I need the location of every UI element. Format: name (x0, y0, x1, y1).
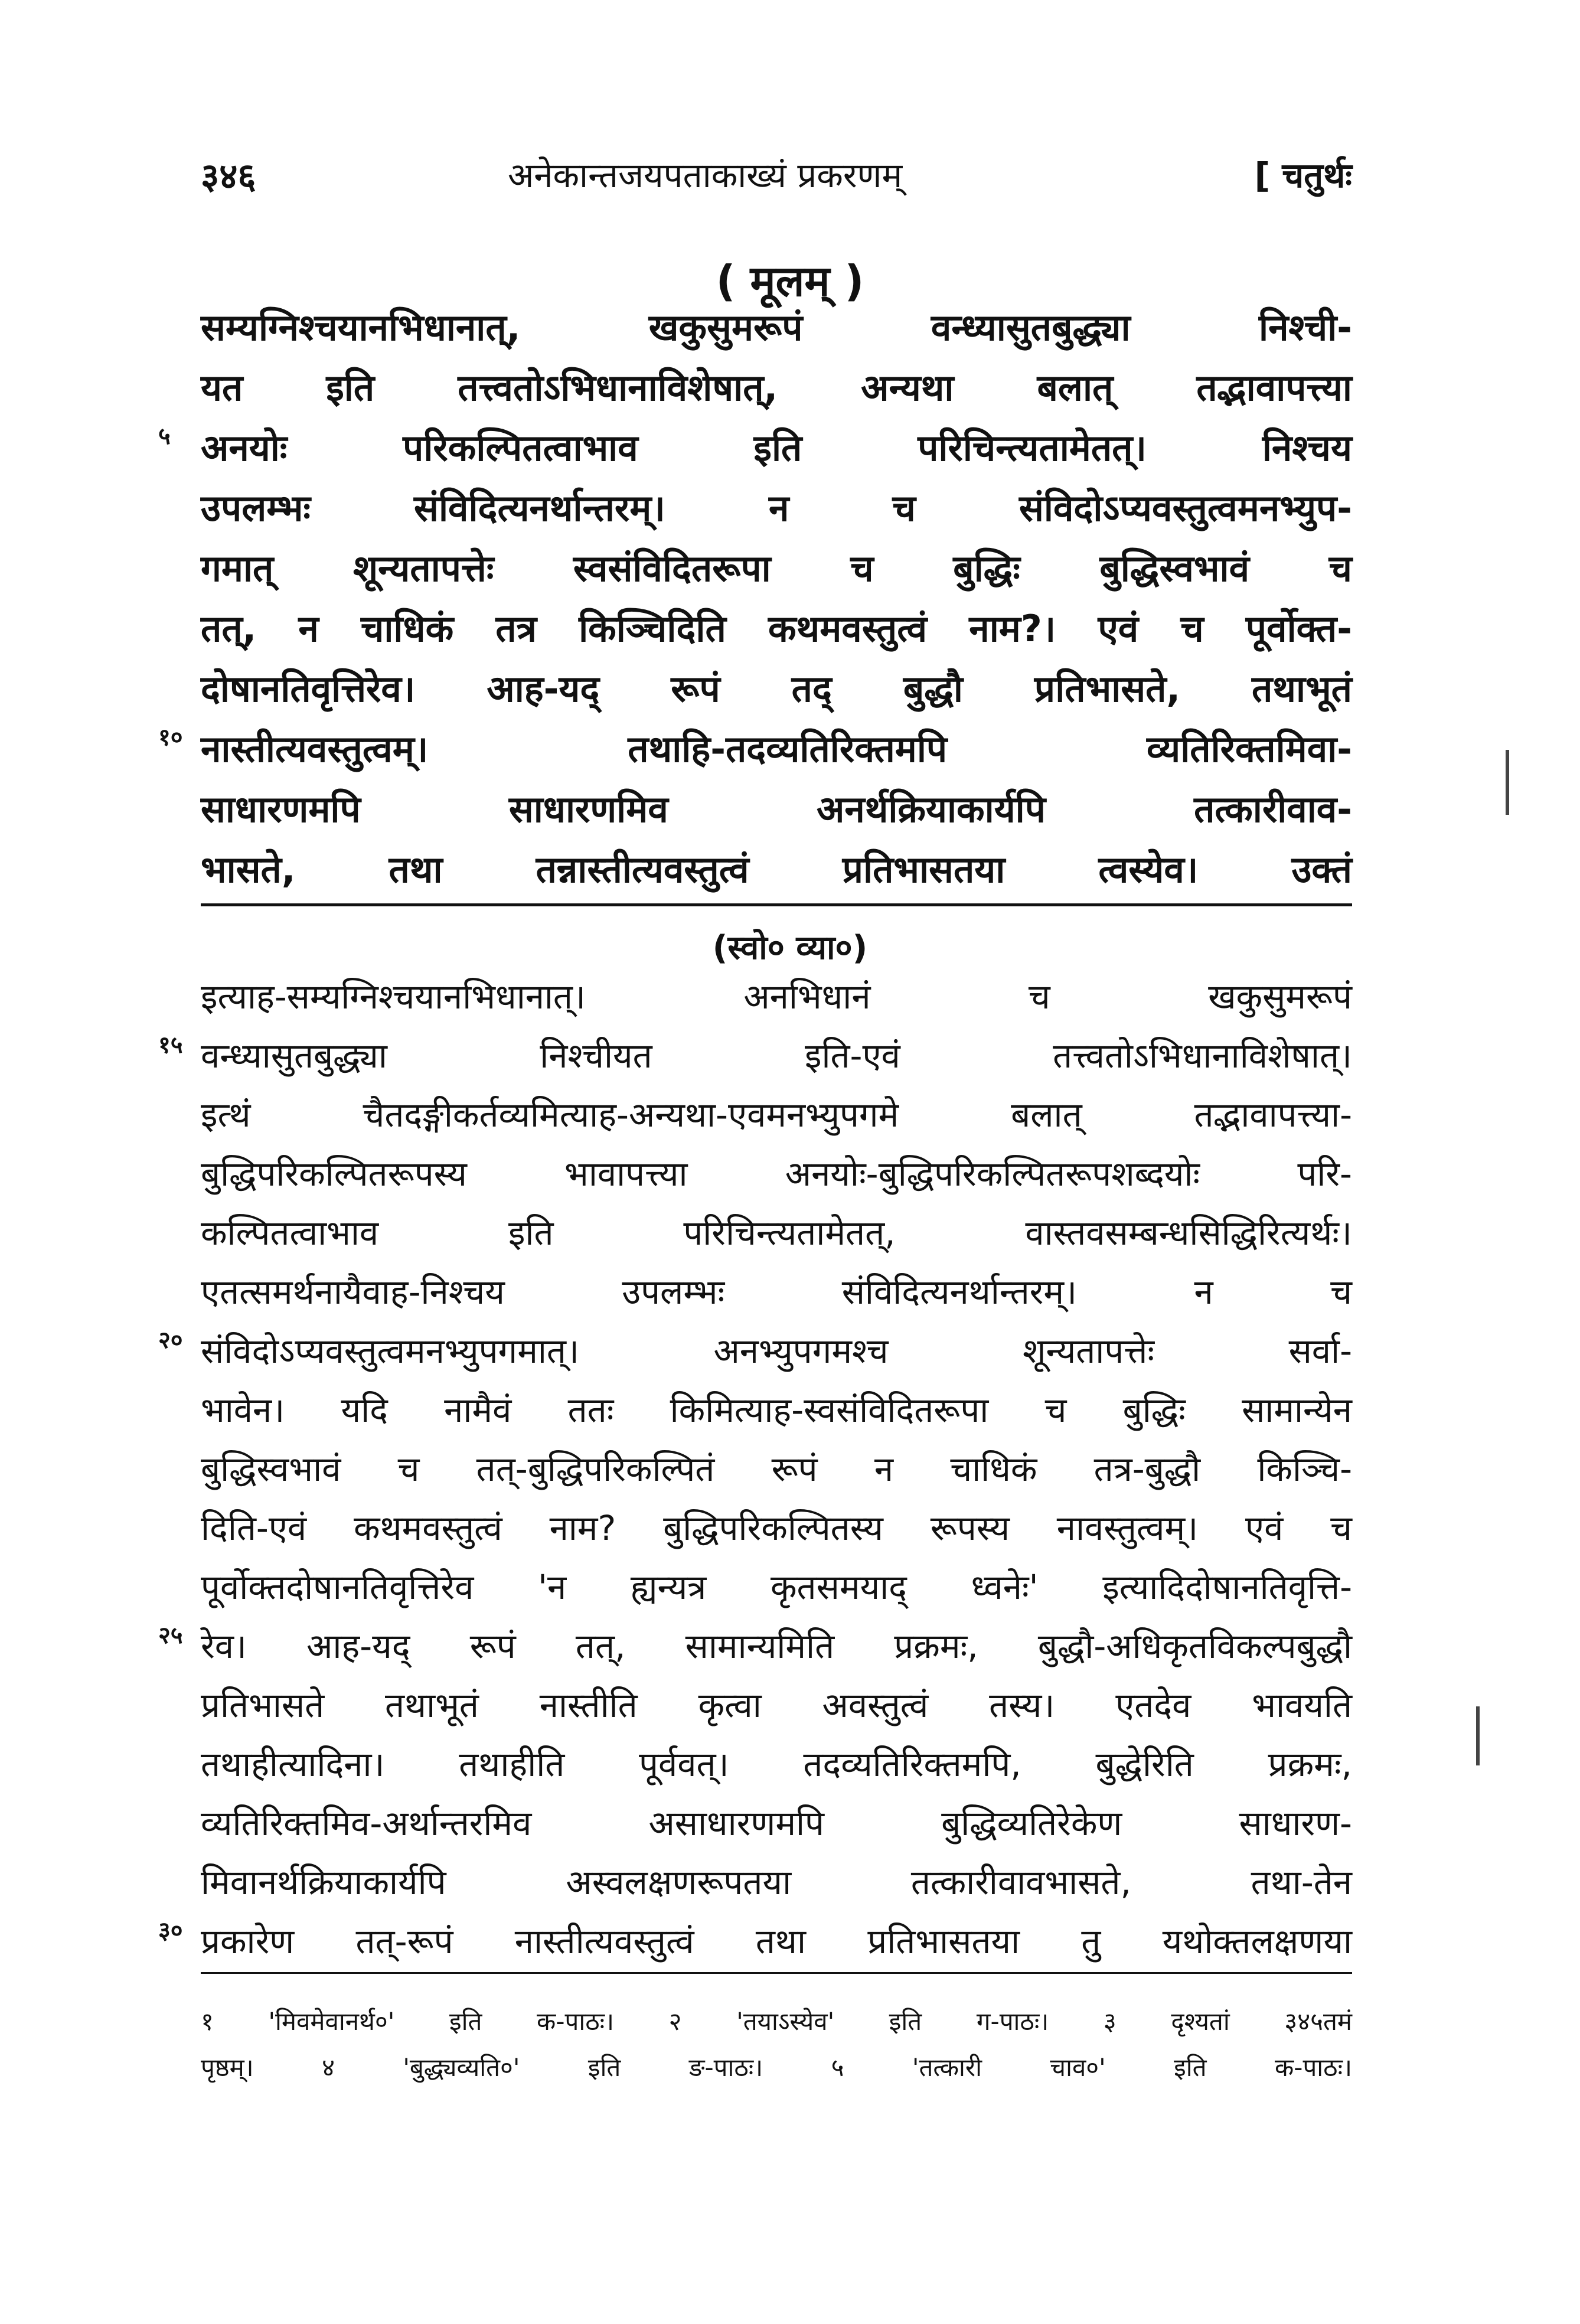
running-title: अनेकान्तजयपताकाख्यं प्रकरणम् (508, 155, 903, 195)
line-number: १५ (158, 1032, 183, 1059)
text-line: भासते, तथा तन्नास्तीत्यवस्तुत्वं प्रतिभासतया त्वस्येव। उक्तं (201, 848, 1352, 891)
mula-line (158, 419, 1352, 479)
text-line: प्रतिभासते तथाभूतं नास्तीति कृत्वा अवस्तुत्वं तस्य। एतदेव भावयति (201, 1685, 1352, 1725)
mula-line (201, 479, 1352, 539)
mula-line (201, 840, 1352, 900)
mula-line (201, 780, 1352, 840)
text-line: साधारणमपि साधारणमिव अनर्थक्रियाकार्यपि तत्कारीवाव- (201, 788, 1352, 831)
commentary-text-block (158, 968, 1352, 1972)
commentary-line (201, 1145, 1352, 1205)
line-number: ५ (158, 423, 171, 450)
text-line: प्रकारेण तत्-रूपं नास्तीत्यवस्तुत्वं तथा प्रतिभासतया तु यथोक्तलक्षणया (201, 1921, 1352, 1961)
commentary-line (201, 968, 1352, 1027)
text-line: मिवानर्थक्रियाकार्यपि अस्वलक्षणरूपतया तत्कारीवावभासते, तथा-तेन (201, 1862, 1352, 1902)
commentary-line (201, 1854, 1352, 1913)
commentary-line (158, 1618, 1352, 1677)
text-line: उपलम्भः संविदित्यनर्थान्तरम्। न च संविदोऽप्यवस्तुत्वमनभ्युप- (201, 487, 1352, 530)
commentary-line (158, 1913, 1352, 1972)
commentary-line (201, 1559, 1352, 1618)
mula-line (201, 599, 1352, 660)
commentary-line (201, 1795, 1352, 1854)
commentary-line (201, 1736, 1352, 1795)
mula-line (201, 539, 1352, 599)
text-line: दिति-एवं कथमवस्तुत्वं नाम? बुद्धिपरिकल्पितस्य रूपस्य नावस्तुत्वम्। एवं च (201, 1508, 1352, 1548)
footnote-line: १ 'मिवमेवानर्थ०' इति क-पाठः। २ 'तयाऽस्येव' इति ग-पाठः। ३ दृश्यतां ३४५तमं (201, 2007, 1352, 2036)
text-line: बुद्धिपरिकल्पितरूपस्य भावापत्त्या अनयोः-बुद्धिपरिकल्पितरूपशब्दयोः परि- (201, 1154, 1352, 1194)
line-number: १० (158, 724, 183, 751)
mula-line (201, 298, 1352, 358)
text-line: एतत्समर्थनायैवाह-निश्चय उपलम्भः संविदित्यनर्थान्तरम्। न च (201, 1272, 1352, 1312)
footnote-line: पृष्ठम्। ४ 'बुद्ध्यव्यति०' इति ङ-पाठः। ५ 'तत्कारी चाव०' इति क-पाठः। (201, 2053, 1352, 2082)
mula-line (201, 660, 1352, 720)
commentary-line (201, 1086, 1352, 1145)
footnotes (201, 1999, 1352, 2091)
scan-margin-mark (1476, 1706, 1480, 1765)
text-line: व्यतिरिक्तमिव-अर्थान्तरमिव असाधारणमपि बुद्धिव्यतिरेकेण साधारण- (201, 1803, 1352, 1843)
commentary-line (158, 1027, 1352, 1086)
chapter-label: [ चतुर्थः (1254, 155, 1352, 195)
text-line: वन्ध्यासुतबुद्ध्या निश्चीयत इति-एवं तत्त्वतोऽभिधानाविशेषात्। (201, 1036, 1352, 1076)
commentary-line (201, 1500, 1352, 1559)
text-line: नास्तीत्यवस्तुत्वम्। तथाहि-तदव्यतिरिक्तमपि व्यतिरिक्तमिवा- (201, 727, 1352, 771)
commentary-line (158, 1323, 1352, 1382)
commentary-line (201, 1677, 1352, 1736)
text-line: कल्पितत्वाभाव इति परिचिन्त्यतामेतत्, वास्तवसम्बन्धसिद्धिरित्यर्थः। (201, 1213, 1352, 1253)
text-line: सम्यग्निश्चयानभिधानात्, खकुसुमरूपं वन्ध्यासुतबुद्ध्या निश्ची- (201, 306, 1352, 349)
text-line: यत इति तत्त्वतोऽभिधानाविशेषात्, अन्यथा बलात् तद्भावापत्त्या (201, 366, 1352, 409)
text-line: भावेन। यदि नामैवं ततः किमित्याह-स्वसंविदितरूपा च बुद्धिः सामान्येन (201, 1390, 1352, 1430)
page-number: ३४६ (201, 156, 256, 197)
text-line: गमात् शून्यतापत्तेः स्वसंविदितरूपा च बुद्धिः बुद्धिस्वभावं च (201, 547, 1352, 590)
page-header (201, 151, 1352, 204)
text-line: अनयोः परिकल्पितत्वाभाव इति परिचिन्त्यतामेतत्। निश्चय (201, 426, 1352, 469)
line-number: ३० (158, 1917, 183, 1944)
mula-text-block (158, 298, 1352, 900)
scan-margin-mark (1506, 750, 1509, 815)
mula-heading: ( मूलम् ) (716, 256, 864, 306)
mula-line (158, 720, 1352, 780)
line-number: २० (158, 1327, 183, 1354)
commentary-line (201, 1264, 1352, 1323)
section-divider (201, 903, 1352, 906)
text-line: संविदोऽप्यवस्तुत्वमनभ्युपगमात्। अनभ्युपगमश्च शून्यतापत्तेः सर्वा- (201, 1331, 1352, 1371)
text-line: तत्, न चाधिकं तत्र किञ्चिदिति कथमवस्तुत्वं नाम?। एवं च पूर्वोक्त- (201, 607, 1352, 650)
line-number: २५ (158, 1622, 183, 1649)
text-line: इत्याह-सम्यग्निश्चयानभिधानात्। अनभिधानं च खकुसुमरूपं (201, 977, 1352, 1017)
mula-line (201, 358, 1352, 419)
text-line: बुद्धिस्वभावं च तत्-बुद्धिपरिकल्पितं रूपं न चाधिकं तत्र-बुद्धौ किञ्चि- (201, 1449, 1352, 1489)
text-line: दोषानतिवृत्तिरेव। आह-यद् रूपं तद् बुद्धौ प्रतिभासते, तथाभूतं (201, 667, 1352, 710)
commentary-line (201, 1382, 1352, 1441)
text-line: इत्थं चैतदङ्गीकर्तव्यमित्याह-अन्यथा-एवमनभ्युपगमे बलात् तद्भावापत्त्या- (201, 1095, 1352, 1135)
commentary-heading: (स्वो० व्या०) (712, 929, 868, 967)
footnote-divider (201, 1972, 1352, 1974)
text-line: रेव। आह-यद् रूपं तत्, सामान्यमिति प्रक्रमः, बुद्धौ-अधिकृतविकल्पबुद्धौ (201, 1626, 1352, 1666)
text-line: तथाहीत्यादिना। तथाहीति पूर्ववत्। तदव्यतिरिक्तमपि, बुद्धेरिति प्रक्रमः, (201, 1744, 1352, 1784)
commentary-line (201, 1205, 1352, 1264)
commentary-line (201, 1441, 1352, 1500)
text-line: पूर्वोक्तदोषानतिवृत्तिरेव 'न ह्यन्यत्र कृतसमयाद् ध्वनेः' इत्यादिदोषानतिवृत्ति- (201, 1567, 1352, 1607)
